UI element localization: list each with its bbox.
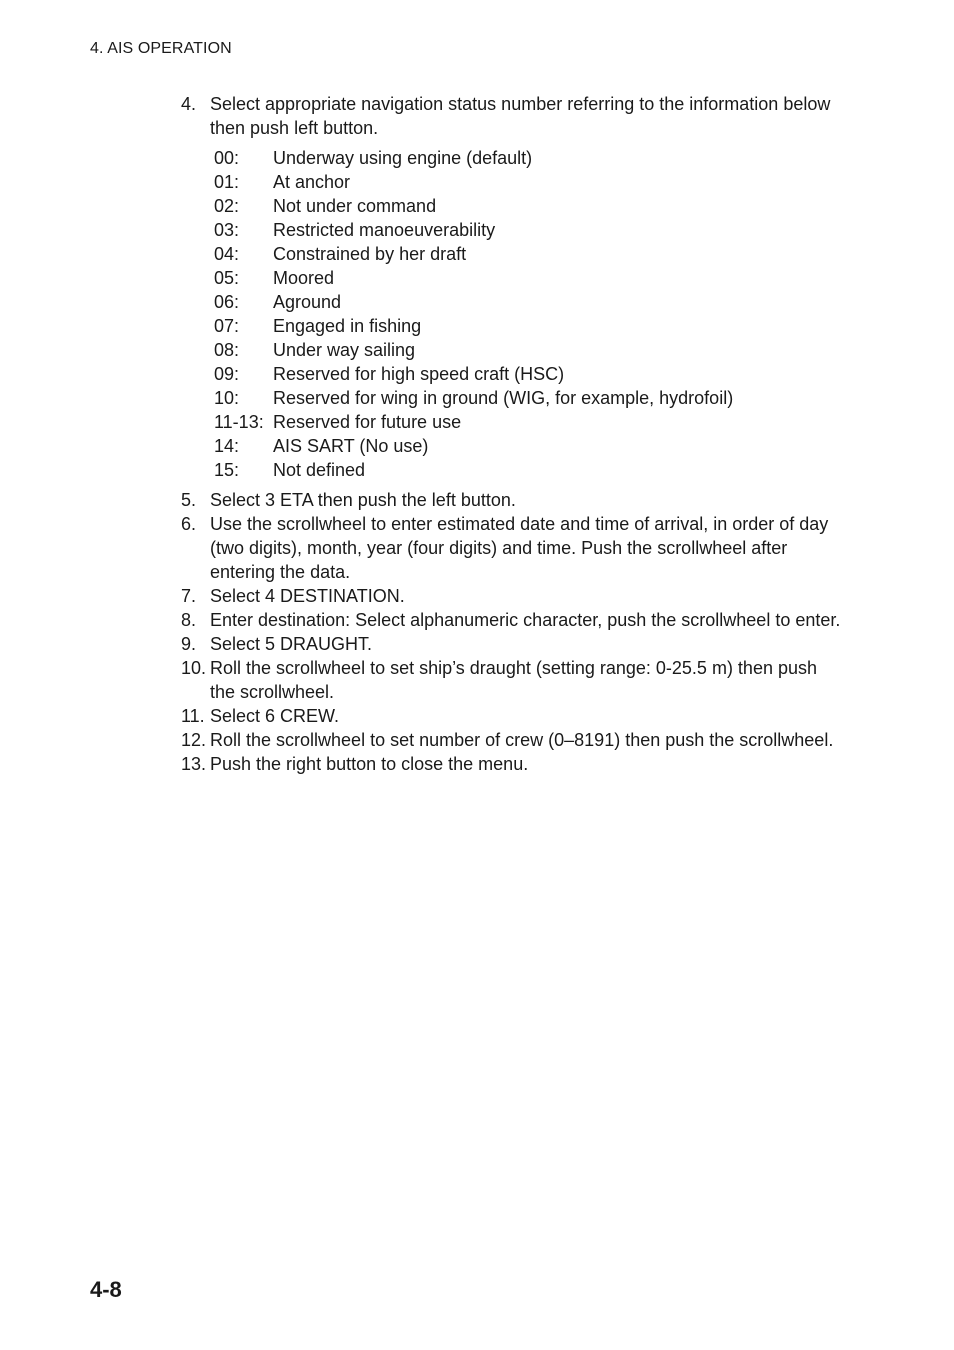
procedure-step [181, 632, 846, 656]
status-label: Underway using engine (default) [273, 148, 533, 168]
page-number: 4-8 [90, 1277, 122, 1302]
status-item [214, 434, 846, 458]
status-code: 08: [214, 340, 240, 360]
status-code: 11-13: [214, 412, 264, 432]
step-text: Select appropriate navigation status number referring to the information below then push left button. [210, 94, 831, 138]
procedure-step [181, 728, 846, 752]
status-label: Reserved for wing in ground (WIG, for example, hydrofoil) [273, 388, 734, 408]
status-item [214, 194, 846, 218]
step-text: Select 4 DESTINATION. [210, 586, 405, 606]
status-label: Not defined [273, 460, 366, 480]
status-item [214, 458, 846, 482]
status-code: 05: [214, 268, 240, 288]
navigation-status-list [214, 146, 846, 482]
status-label: Under way sailing [273, 340, 416, 360]
step-number: 11. [181, 706, 205, 726]
status-item [214, 266, 846, 290]
procedure-step [181, 512, 846, 584]
status-label: Constrained by her draft [273, 244, 467, 264]
status-code: 02: [214, 196, 240, 216]
step-number: 6. [181, 514, 197, 534]
procedure-step [181, 704, 846, 728]
status-item [214, 386, 846, 410]
status-label: Reserved for future use [273, 412, 462, 432]
status-code: 04: [214, 244, 240, 264]
step-number: 8. [181, 610, 197, 630]
procedure-content [181, 92, 846, 776]
status-label: Moored [273, 268, 335, 288]
status-item [214, 218, 846, 242]
step-number: 9. [181, 634, 197, 654]
status-code: 01: [214, 172, 240, 192]
status-label: AIS SART (No use) [273, 436, 429, 456]
status-code: 06: [214, 292, 240, 312]
step-text: Enter destination: Select alphanumeric character, push the scrollwheel to enter. [210, 610, 841, 630]
status-item [214, 314, 846, 338]
status-code: 07: [214, 316, 240, 336]
procedure-step [181, 488, 846, 512]
status-item [214, 362, 846, 386]
status-code: 15: [214, 460, 240, 480]
status-code: 03: [214, 220, 240, 240]
status-code: 10: [214, 388, 240, 408]
status-label: Restricted manoeuverability [273, 220, 496, 240]
status-code: 09: [214, 364, 240, 384]
step-text: Select 5 DRAUGHT. [210, 634, 373, 654]
running-header: 4. AIS OPERATION [90, 40, 232, 57]
procedure-step [181, 656, 846, 704]
procedure-step [181, 608, 846, 632]
status-item [214, 170, 846, 194]
step-number: 4. [181, 94, 197, 114]
status-code: 14: [214, 436, 240, 456]
status-item [214, 242, 846, 266]
step-number: 10. [181, 658, 207, 678]
step-text: Push the right button to close the menu. [210, 754, 529, 774]
status-label: Not under command [273, 196, 437, 216]
status-label: Engaged in fishing [273, 316, 422, 336]
step-text: Use the scrollwheel to enter estimated date and time of arrival, in order of day (two digits), month, year (four digits) and time. Push the scrollwheel after entering the data. [210, 514, 829, 582]
status-item [214, 146, 846, 170]
step-text: Select 3 ETA then push the left button. [210, 490, 516, 510]
status-item [214, 290, 846, 314]
step-text: Select 6 CREW. [210, 706, 340, 726]
status-label: Aground [273, 292, 342, 312]
step-number: 7. [181, 586, 197, 606]
procedure-step [181, 92, 846, 140]
step-number: 13. [181, 754, 207, 774]
status-item [214, 338, 846, 362]
step-text: Roll the scrollwheel to set ship’s draught (setting range: 0-25.5 m) then push the scrollwheel. [210, 658, 817, 702]
status-label: At anchor [273, 172, 351, 192]
status-code: 00: [214, 148, 240, 168]
step-text: Roll the scrollwheel to set number of crew (0–8191) then push the scrollwheel. [210, 730, 834, 750]
procedure-step [181, 752, 846, 776]
status-item [214, 410, 846, 434]
procedure-step [181, 584, 846, 608]
step-number: 12. [181, 730, 207, 750]
status-label: Reserved for high speed craft (HSC) [273, 364, 565, 384]
step-number: 5. [181, 490, 197, 510]
